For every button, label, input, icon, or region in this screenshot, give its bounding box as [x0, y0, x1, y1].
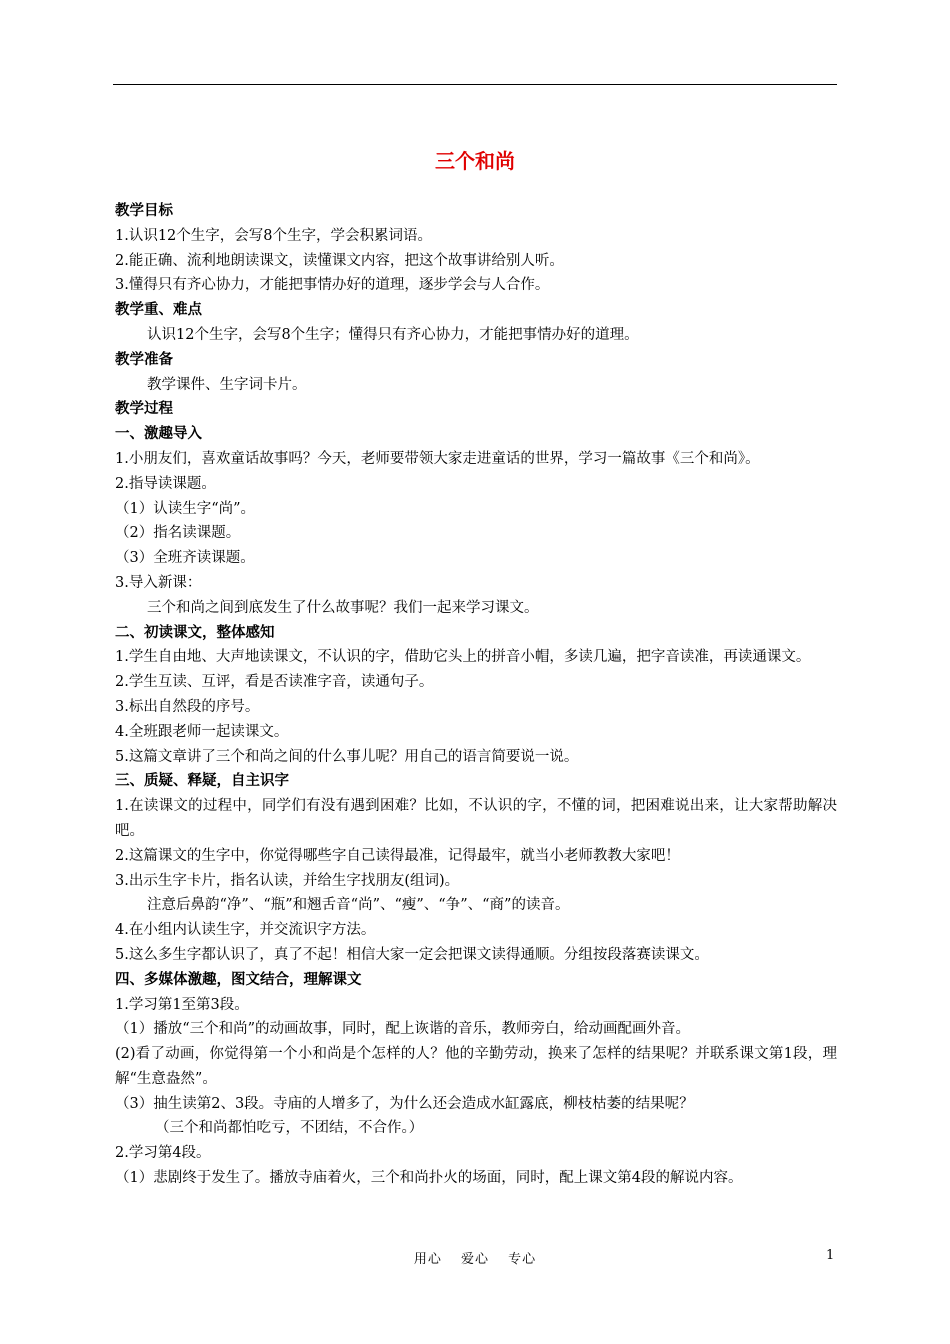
text-line: 3.懂得只有齐心协力，才能把事情办好的道理，逐步学会与人合作。 — [115, 277, 550, 294]
text-line: 1.学习第1至第3段。 — [115, 996, 249, 1013]
text-line: 5.这篇文章讲了三个和尚之间的什么事儿呢？用自己的语言简要说一说。 — [115, 748, 579, 765]
text-line: 2.这篇课文的生字中，你觉得哪些字自己读得最准，记得最牢，就当小老师教教大家吧！ — [115, 847, 680, 864]
text-line: (2)看了动画，你觉得第一个小和尚是个怎样的人？他的辛勤劳动，换来了怎样的结果呢？并联系课文第1段，理解“生意盎然”。 — [115, 1046, 837, 1087]
section-heading: 教学目标 — [115, 203, 173, 219]
text-line: 注意后鼻韵“净”、“瓶”和翘舌音“尚”、“瘦”、“争”、“商”的读音。 — [147, 897, 570, 914]
text-line: 3.导入新课： — [115, 574, 202, 591]
text-line: 教学课件、生字词卡片。 — [147, 376, 307, 393]
text-line: 1.在读课文的过程中，同学们有没有遇到困难？比如，不认识的字，不懂的词，把困难说出来，让大家帮助解决吧。 — [115, 798, 837, 839]
text-line: （1）认读生字“尚”。 — [115, 500, 256, 517]
text-line: （2）指名读课题。 — [115, 525, 241, 542]
footer-motto: 用心 爱心 专心 — [413, 1252, 537, 1267]
text-line: （3）全班齐读课题。 — [115, 550, 255, 567]
text-line: （1）播放“三个和尚”的动画故事，同时，配上诙谐的音乐，教师旁白，给动画配画外音。 — [115, 1021, 691, 1038]
section-heading: 二、初读课文，整体感知 — [115, 624, 275, 641]
section-heading: 教学过程 — [115, 401, 173, 418]
text-line: 3.标出自然段的序号。 — [115, 698, 260, 715]
text-line: 4.在小组内认读生字，并交流识字方法。 — [115, 922, 376, 939]
text-line: 3.出示生字卡片，指名认读，并给生字找朋友(组词)。 — [115, 872, 460, 889]
section-heading: 一、激趣导入 — [115, 426, 202, 443]
section-heading: 三、质疑、释疑，自主识字 — [115, 773, 289, 790]
text-line: （3）抽生读第2、3段。寺庙的人增多了，为什么还会造成水缸露底，柳枝枯萎的结果呢？ — [115, 1095, 694, 1112]
text-line: （三个和尚都怕吃亏，不团结，不合作。） — [155, 1120, 424, 1137]
document-body — [115, 199, 837, 1191]
text-line: 2.指导读课题。 — [115, 475, 216, 492]
text-line: 认识12个生字，会写8个生字；懂得只有齐心协力，才能把事情办好的道理。 — [147, 326, 639, 343]
text-line: 2.学生互读、互评，看是否读准字音，读通句子。 — [115, 674, 434, 691]
text-line: 三个和尚之间到底发生了什么故事呢？我们一起来学习课文。 — [147, 599, 539, 616]
text-line: 2.能正确、流利地朗读课文，读懂课文内容，把这个故事讲给别人听。 — [115, 252, 564, 269]
document-title: 三个和尚 — [435, 149, 515, 173]
section-heading: 教学准备 — [115, 351, 173, 368]
text-line: （1）悲剧终于发生了。播放寺庙着火，三个和尚扑火的场面，同时，配上课文第4段的解说内容。 — [115, 1170, 743, 1187]
header-rule — [113, 84, 837, 85]
text-line: 2.学习第4段。 — [115, 1145, 211, 1162]
section-heading: 四、多媒体激趣，图文结合，理解课文 — [115, 971, 362, 988]
text-line: 5.这么多生字都认识了，真了不起！相信大家一定会把课文读得通顺。分组按段落赛读课文。 — [115, 946, 709, 963]
page-number: 1 — [826, 1248, 835, 1263]
text-line: 4.全班跟老师一起读课文。 — [115, 723, 289, 740]
text-line: 1.认识12个生字，会写8个生字，学会积累词语。 — [115, 227, 433, 244]
section-heading: 教学重、难点 — [115, 302, 202, 319]
text-line: 1.学生自由地、大声地读课文，不认识的字，借助它头上的拼音小帽，多读几遍，把字音读准，再读通课文。 — [115, 649, 811, 666]
text-line: 1.小朋友们，喜欢童话故事吗？今天，老师要带领大家走进童话的世界，学习一篇故事《三个和尚》。 — [115, 450, 760, 467]
